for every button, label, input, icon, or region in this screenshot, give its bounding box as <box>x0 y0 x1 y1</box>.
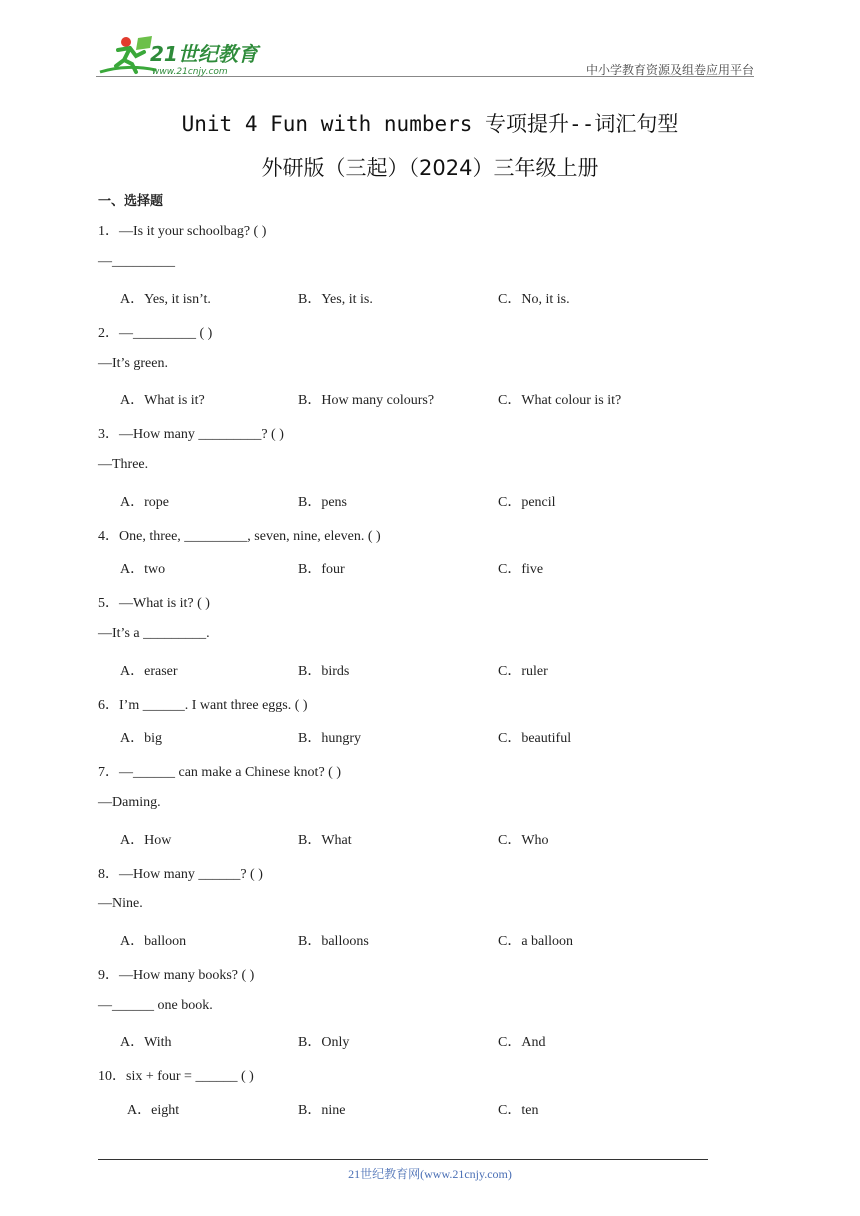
question-7-response: —Daming. <box>98 795 161 810</box>
q2-option-a[interactable]: A．What is it? <box>120 393 205 408</box>
footer-link[interactable]: 21世纪教育网(www.21cnjy.com) <box>348 1167 512 1181</box>
question-2-response: —It’s green. <box>98 356 168 371</box>
q3-option-c[interactable]: C．pencil <box>498 495 556 510</box>
question-7: 7．—______ can make a Chinese knot? ( ) <box>98 765 341 780</box>
q7-option-a[interactable]: A．How <box>120 833 172 848</box>
question-4: 4．One, three, _________, seven, nine, eleven. ( ) <box>98 529 381 544</box>
q1-option-c[interactable]: C．No, it is. <box>498 292 570 307</box>
q10-option-a[interactable]: A．eight <box>127 1103 180 1118</box>
question-5-response: —It’s a _________. <box>98 626 210 641</box>
q8-option-b[interactable]: B．balloons <box>298 934 369 949</box>
q8-option-a[interactable]: A．balloon <box>120 934 187 949</box>
q5-option-b[interactable]: B．birds <box>298 664 350 679</box>
q3-option-a[interactable]: A．rope <box>120 495 169 510</box>
question-5: 5．—What is it? ( ) <box>98 596 210 611</box>
question-3: 3．—How many _________? ( ) <box>98 427 284 442</box>
q3-option-b[interactable]: B．pens <box>298 495 347 510</box>
q4-option-a[interactable]: A．two <box>120 562 166 577</box>
question-9: 9．—How many books? ( ) <box>98 968 255 983</box>
q1-option-b[interactable]: B．Yes, it is. <box>298 292 373 307</box>
q2-option-b[interactable]: B．How many colours? <box>298 393 435 408</box>
question-9-response: —______ one book. <box>98 998 213 1013</box>
q7-option-b[interactable]: B．What <box>298 833 352 848</box>
q9-option-c[interactable]: C．And <box>498 1035 546 1050</box>
q6-option-b[interactable]: B．hungry <box>298 731 361 746</box>
header-divider <box>96 76 754 77</box>
question-8: 8．—How many ______? ( ) <box>98 867 263 882</box>
q4-option-c[interactable]: C．five <box>498 562 544 577</box>
q5-option-c[interactable]: C．ruler <box>498 664 548 679</box>
q8-option-c[interactable]: C．a balloon <box>498 934 574 949</box>
q9-option-b[interactable]: B．Only <box>298 1035 350 1050</box>
logo-21cnjy <box>96 34 266 78</box>
q1-option-a[interactable]: A．Yes, it isn’t. <box>120 292 211 307</box>
svg-text:www.21cnjy.com: www.21cnjy.com <box>152 67 228 77</box>
document-subtitle: 外研版（三起）（2024）三年级上册 <box>261 156 599 180</box>
question-1-response: —_________ <box>98 254 175 269</box>
question-10: 10．six + four = ______ ( ) <box>98 1069 254 1084</box>
q4-option-b[interactable]: B．four <box>298 562 345 577</box>
q6-option-c[interactable]: C．beautiful <box>498 731 572 746</box>
question-3-response: —Three. <box>98 457 149 472</box>
page-header <box>0 0 860 80</box>
q10-option-c[interactable]: C．ten <box>498 1103 539 1118</box>
document-title: Unit 4 Fun with numbers 专项提升--词汇句型 <box>181 112 679 136</box>
question-2: 2．—_________ ( ) <box>98 326 213 341</box>
q2-option-c[interactable]: C．What colour is it? <box>498 393 622 408</box>
section-heading: 一、选择题 <box>98 194 164 209</box>
question-1: 1．—Is it your schoolbag? ( ) <box>98 224 267 239</box>
site-slogan: 中小学教育资源及组卷应用平台 <box>585 63 754 77</box>
q5-option-a[interactable]: A．eraser <box>120 664 178 679</box>
svg-text:21世纪教育: 21世纪教育 <box>150 42 258 66</box>
q10-option-b[interactable]: B．nine <box>298 1103 346 1118</box>
footer-divider <box>98 1159 708 1160</box>
q9-option-a[interactable]: A．With <box>120 1035 172 1050</box>
q6-option-a[interactable]: A．big <box>120 731 162 746</box>
question-6: 6．I’m ______. I want three eggs. ( ) <box>98 698 308 713</box>
q7-option-c[interactable]: C．Who <box>498 833 549 848</box>
question-8-response: —Nine. <box>98 896 143 911</box>
